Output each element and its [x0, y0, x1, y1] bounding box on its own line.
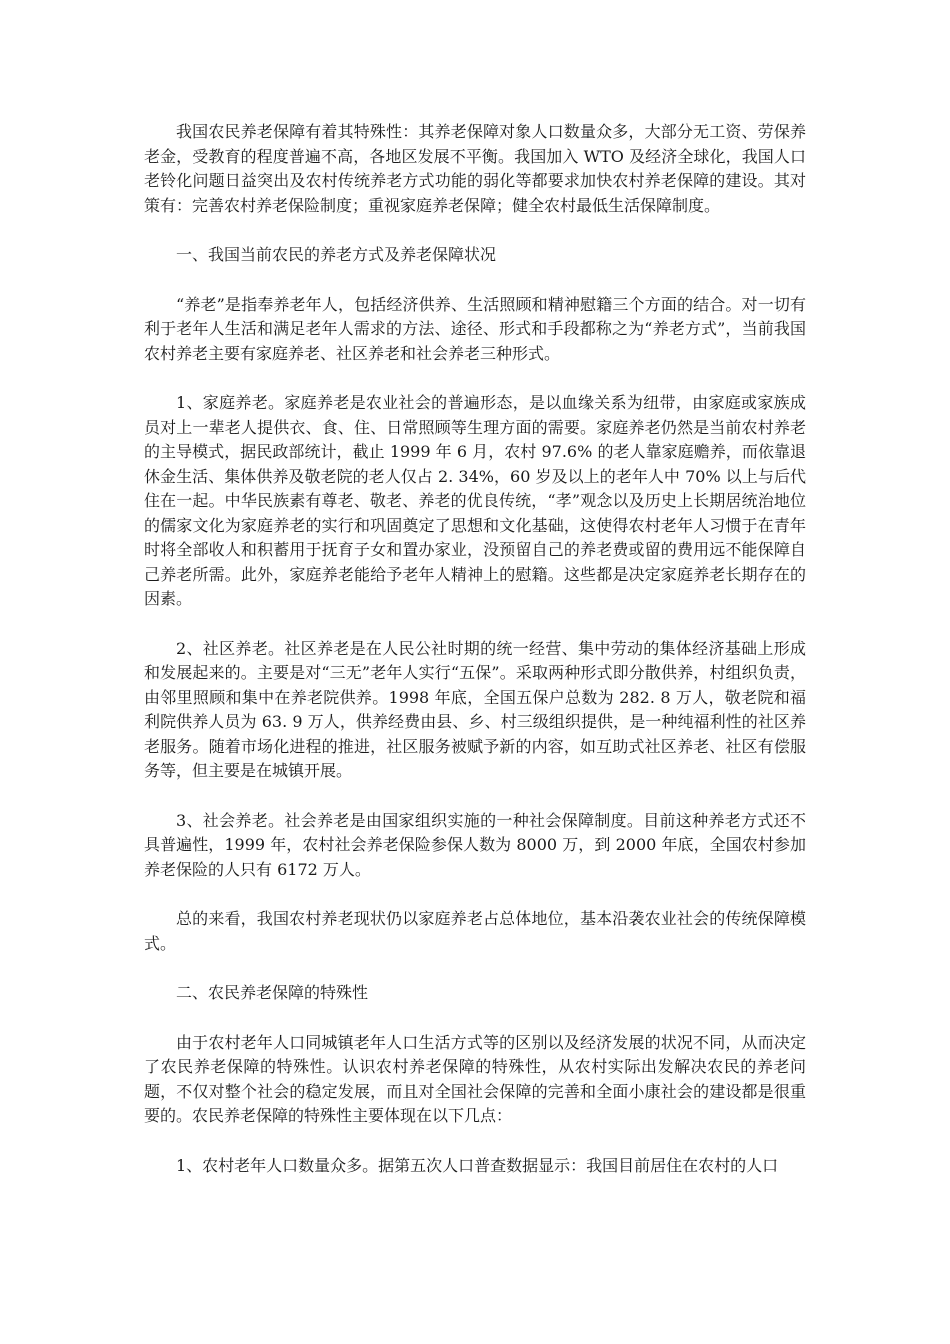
summary-paragraph: 总的来看，我国农村养老现状仍以家庭养老占总体地位，基本沿袭农业社会的传统保障模式。 — [144, 909, 806, 953]
document-body — [144, 120, 806, 1203]
social-care-paragraph: 3、社会养老。社会养老是由国家组织实施的一种社会保障制度。目前这种养老方式还不具普遍性，1999 年，农村社会养老保险参保人数为 8000 万，到 2000 年底，全国农村参加养老保险的人只有 6172 万人。 — [144, 810, 806, 879]
section-heading-2: 二、农民养老保障的特殊性 — [176, 983, 369, 1002]
community-care-paragraph: 2、社区养老。社区养老是在人民公社时期的统一经营、集中劳动的集体经济基础上形成和发展起来的。主要是对“三无”老年人实行“五保”。采取两种形式即分散供养，村组织负责，由邻里照顾和集中在养老院供养。1998 年底，全国五保户总数为 282. 8 万人，敬老院和福利院供养人员为 63. 9 万人，供养经费由县、乡、村三级组织提供，是一种纯福利性的社区养老服务。随着市场化进程的推进，社区服务被赋予新的内容，如互助式社区养老、社区有偿服务等，但主要是在城镇开展。 — [144, 638, 806, 780]
population-paragraph: 1、农村老年人口数量众多。据第五次人口普查数据显示：我国目前居住在农村的人口 — [176, 1155, 779, 1175]
family-care-paragraph: 1、家庭养老。家庭养老是农业社会的普遍形态，是以血缘关系为纽带，由家庭或家族成员对上一辈老人提供衣、食、住、日常照顾等生理方面的需要。家庭养老仍然是当前农村养老的主导模式，据民政部统计，截止 1999 年 6 月，农村 97.6% 的老人靠家庭赡养，而依靠退休金生活、集体供养及敬老院的老人仅占 2. 34%，60 岁及以上的老年人中 70% 以上与后代住在一起。中华民族素有尊老、敬老、养老的优良传统，“孝”观念以及历史上长期居统治地位的儒家文化为家庭养老的实行和巩固奠定了思想和文化基础，这使得农村老年人习惯于在青年时将全部收人和积蓄用于抚育子女和置办家业，没预留自己的养老费或留的费用远不能保障自己养老所需。此外，家庭养老能给予老年人精神上的慰籍。这些都是决定家庭养老长期存在的因素。 — [144, 393, 806, 608]
intro-paragraph: 我国农民养老保障有着其特殊性：其养老保障对象人口数量众多，大部分无工资、劳保养老金，受教育的程度普遍不高，各地区发展不平衡。我国加入 WTO 及经济全球化，我国人口老铃化问题日益突出及农村传统养老方式功能的弱化等都要求加快农村养老保障的建设。其对策有：完善农村养老保险制度；重视家庭养老保障；健全农村最低生活保障制度。 — [144, 122, 806, 215]
particularity-paragraph: 由于农村老年人口同城镇老年人口生活方式等的区别以及经济发展的状况不同，从而决定了农民养老保障的特殊性。认识农村养老保障的特殊性，从农村实际出发解决农民的养老问题，不仅对整个社会的稳定发展，而且对全国社会保障的完善和全面小康社会的建设都是很重要的。农民养老保障的特殊性主要体现在以下几点： — [144, 1032, 806, 1125]
definition-paragraph: “养老”是指奉养老年人，包括经济供养、生活照顾和精神慰籍三个方面的结合。对一切有利于老年人生活和满足老年人需求的方法、途径、形式和手段都称之为“养老方式”，当前我国农村养老主要有家庭养老、社区养老和社会养老三种形式。 — [144, 294, 806, 363]
section-heading-1: 一、我国当前农民的养老方式及养老保障状况 — [176, 245, 497, 264]
